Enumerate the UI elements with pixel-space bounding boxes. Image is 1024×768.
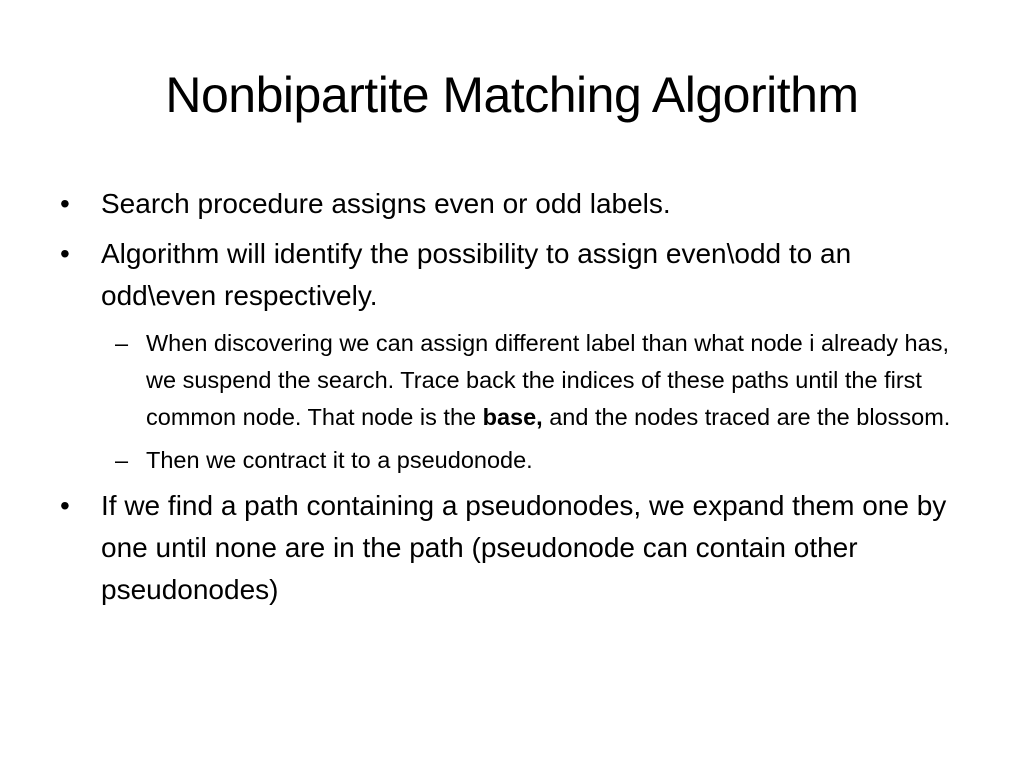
bold-term: base,: [482, 404, 543, 430]
bullet-icon: •: [60, 490, 70, 521]
bullet-item: [58, 485, 970, 611]
sub-bullet-item: [58, 325, 970, 436]
bullet-item: [58, 183, 970, 225]
slide-body: [58, 183, 970, 619]
dash-icon: –: [115, 330, 129, 356]
bullet-text: If we find a path containing a pseudonodes, we expand them one by one until none are in the path (pseudonode can contain other pseudonodes): [101, 490, 947, 605]
sub-bullet-text-start: When discovering we can assign different label than what node i already has, we suspend the search. Trace back the indices of these paths until the first common node. That node is the: [146, 330, 949, 430]
sub-bullet-text-end: and the nodes traced are the blossom.: [542, 404, 951, 430]
bullet-item: [58, 233, 970, 317]
sub-bullet-item: [58, 442, 970, 479]
bullet-icon: •: [60, 188, 70, 219]
slide-title: Nonbipartite Matching Algorithm: [165, 67, 859, 123]
bullet-icon: •: [60, 238, 70, 269]
bullet-text: Algorithm will identify the possibility to assign even\odd to an odd\even respectively.: [101, 238, 852, 311]
dash-icon: –: [115, 447, 129, 473]
bullet-text: Search procedure assigns even or odd labels.: [101, 188, 671, 219]
sub-bullet-text: Then we contract it to a pseudonode.: [146, 447, 533, 473]
